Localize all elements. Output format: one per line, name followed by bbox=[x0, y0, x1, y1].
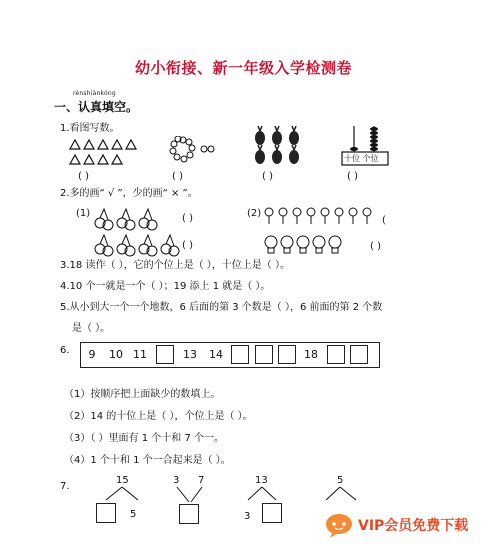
q2-blank-2[interactable]: ( ) bbox=[182, 240, 193, 251]
q2-sub-2: (2) bbox=[247, 208, 262, 219]
cherries-image bbox=[92, 205, 182, 257]
q1-blank-3[interactable]: ( ) bbox=[262, 171, 273, 182]
q2-sub-1: (1) bbox=[76, 208, 91, 219]
number-line bbox=[80, 342, 380, 368]
question-6-label: 6. bbox=[60, 345, 70, 356]
bond-3-top: 13 bbox=[255, 475, 268, 486]
question-3: 3.18 读作（ ），它的个位上是（ ），十位上是（ ）。 bbox=[60, 260, 290, 271]
question-2-label: 2.多的画“ √ ”，少的画“ × ”。 bbox=[60, 188, 198, 199]
bond-2-top-right: 7 bbox=[198, 475, 205, 486]
number-blank-box[interactable] bbox=[278, 345, 296, 364]
q2-blank-1[interactable]: ( ) bbox=[182, 213, 193, 224]
vip-watermark bbox=[318, 505, 484, 545]
number-cell: 14 bbox=[209, 348, 223, 361]
bond-1-left-box[interactable] bbox=[96, 503, 116, 523]
chat-bubble-icon bbox=[324, 511, 354, 539]
bond-1-right: 5 bbox=[130, 509, 137, 520]
number-cell: 13 bbox=[183, 348, 197, 361]
number-cell: 11 bbox=[133, 348, 147, 361]
q1-blank-2[interactable]: ( ) bbox=[172, 171, 183, 182]
flowers-bulbs-image bbox=[262, 204, 374, 256]
question-5-line-1: 5.从小到大一个一个地数，6 后面的第 3 个数是（ ），6 前面的第 2 个数 bbox=[60, 302, 383, 313]
bond-4-branches bbox=[320, 486, 364, 502]
bond-3-right-box[interactable] bbox=[262, 503, 282, 523]
question-1-label: 1.看图写数。 bbox=[60, 123, 120, 134]
bond-4-top: 5 bbox=[337, 475, 344, 486]
bond-2-branches bbox=[174, 486, 206, 504]
q6-sub-2: （2）14 的十位上是（ ），个位上是（ ）。 bbox=[64, 411, 253, 422]
pineapples-image bbox=[250, 124, 306, 168]
bond-3-left: 3 bbox=[244, 511, 251, 522]
bond-2-top-left: 3 bbox=[173, 475, 180, 486]
abacus-label: 十位 个位 bbox=[344, 154, 379, 163]
number-cell: 10 bbox=[109, 348, 123, 361]
page-title: 幼小衔接、新一年级入学检测卷 bbox=[134, 59, 352, 77]
q1-blank-1[interactable]: ( ) bbox=[78, 171, 89, 182]
q2-blank-3[interactable]: ( bbox=[382, 215, 386, 226]
bond-1-top: 15 bbox=[116, 475, 129, 486]
number-blank-box[interactable] bbox=[231, 345, 249, 364]
question-7-label: 7. bbox=[60, 481, 70, 492]
triangles-image bbox=[68, 138, 138, 168]
bond-1-branches bbox=[100, 486, 144, 502]
q6-sub-3: （3）（ ）里面有 1 个十和 7 个一。 bbox=[64, 433, 224, 444]
number-cell: 18 bbox=[304, 348, 318, 361]
number-blank-box[interactable] bbox=[156, 345, 174, 364]
number-blank-box[interactable] bbox=[255, 345, 273, 364]
number-blank-box[interactable] bbox=[350, 345, 368, 364]
q1-blank-4[interactable]: ( ) bbox=[347, 171, 358, 182]
q6-sub-1: （1）按顺序把上面缺少的数填上。 bbox=[64, 389, 221, 400]
bond-3-branches bbox=[244, 486, 284, 502]
q6-sub-4: （4）1 个十和 1 个一合起来是（ ）。 bbox=[64, 455, 231, 466]
q2-blank-4[interactable]: ( ) bbox=[370, 241, 381, 252]
watermark-text: VIP会员免费下载 bbox=[358, 518, 469, 534]
question-5-line-2: 是（ ）。 bbox=[72, 323, 111, 334]
circles-image bbox=[168, 136, 218, 166]
number-cell: 9 bbox=[88, 348, 96, 361]
question-4: 4.10 个一就是一个（ ）；19 添上 1 就是（ ）。 bbox=[60, 281, 271, 292]
section-heading: 一、认真填空。 bbox=[54, 100, 139, 114]
bond-2-result-box[interactable] bbox=[179, 504, 199, 524]
section-pinyin: rènshiànkóng bbox=[73, 90, 116, 97]
number-blank-box[interactable] bbox=[327, 345, 345, 364]
abacus-image bbox=[340, 124, 390, 168]
